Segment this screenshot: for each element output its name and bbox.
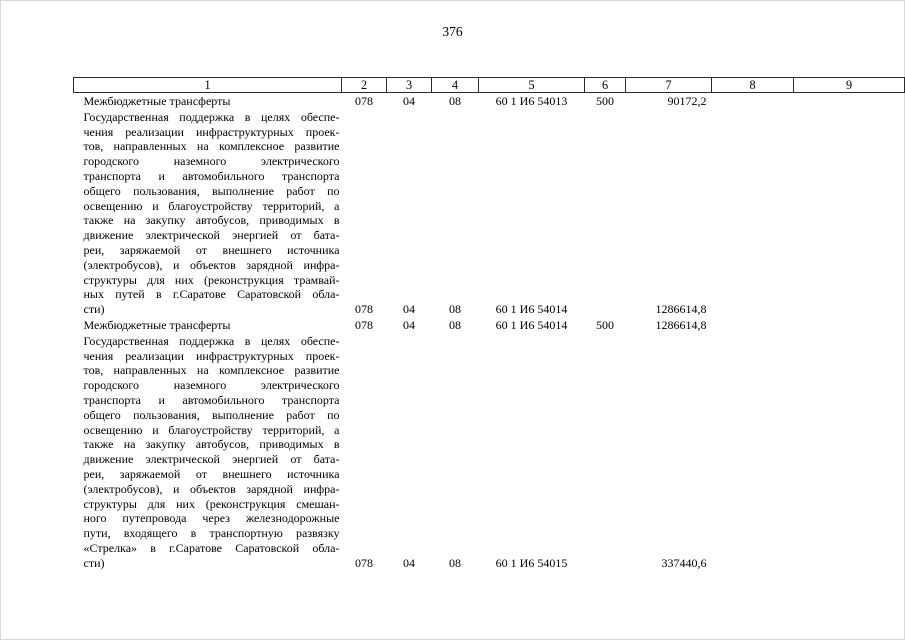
cell-section-code: 04 (403, 94, 415, 108)
table-row (74, 109, 905, 317)
cell-empty-9 (794, 333, 905, 571)
cell-empty-8 (712, 317, 794, 333)
cell-empty-8 (712, 333, 794, 571)
table-row (74, 93, 905, 109)
cell-empty-9 (794, 93, 905, 109)
header-cell-7: 7 (626, 78, 712, 93)
cell-target-article-code: 60 1 И6 54014 (495, 302, 568, 317)
table-header-row (74, 78, 905, 93)
cell-empty-8 (712, 93, 794, 109)
header-cell-3: 3 (387, 78, 432, 93)
header-cell-1: 1 (74, 78, 342, 93)
header-cell-8: 8 (712, 78, 794, 93)
cell-amount: 1286614,8 (655, 302, 707, 317)
cell-description: Межбюджетные трансферты (83, 94, 231, 108)
cell-subsection-code: 08 (449, 317, 461, 332)
header-cell-2: 2 (342, 78, 387, 93)
cell-subsection-code: 08 (449, 302, 461, 317)
cell-grbs-code: 078 (355, 555, 373, 570)
cell-expense-type-code: 500 (596, 94, 614, 108)
cell-grbs-code: 078 (355, 302, 373, 317)
cell-expense-type-code (585, 109, 626, 317)
cell-amount: 90172,2 (667, 94, 707, 108)
cell-empty-8 (712, 109, 794, 317)
cell-expense-type-code (585, 333, 626, 571)
cell-target-article-code: 60 1 И6 54013 (495, 94, 568, 108)
header-cell-9: 9 (794, 78, 905, 93)
table-row (74, 317, 905, 333)
cell-expense-type-code: 500 (596, 317, 614, 332)
cell-section-code: 04 (403, 317, 415, 332)
cell-amount: 337440,6 (661, 555, 707, 570)
cell-section-code: 04 (403, 555, 415, 570)
cell-empty-9 (794, 317, 905, 333)
cell-target-article-code: 60 1 И6 54015 (495, 555, 568, 570)
cell-description: Межбюджетные трансферты (83, 317, 231, 332)
cell-section-code: 04 (403, 302, 415, 317)
header-cell-4: 4 (432, 78, 479, 93)
table-row (74, 333, 905, 571)
cell-description: Государственная поддержка в целях обеспе- чения реализации инфраструктурных проек- тов, направленных на комплексное развитие городского наземного электрического транспорта и автомобильного транспорта общего пользования, выполнение работ по освещению и благоустройству территорий, а также на закупку автобусов, приводимых в движение электрической энергией от бата- реи, заряжаемой от внешнего источника (электробусов), и объектов зарядной инфра- структуры для них (реконструкция смешан- ного путепровода через железнодорожные пути, входящего в транспортную развязку «Стрелка» в г.Саратове Саратовской обла- сти) (83, 333, 340, 570)
cell-target-article-code: 60 1 И6 54014 (495, 317, 568, 332)
header-cell-5: 5 (479, 78, 585, 93)
budget-table (73, 77, 905, 571)
page-number: 376 (442, 24, 463, 39)
cell-subsection-code: 08 (449, 555, 461, 570)
cell-amount: 1286614,8 (655, 317, 707, 332)
cell-grbs-code: 078 (355, 317, 373, 332)
cell-empty-9 (794, 109, 905, 317)
header-cell-6: 6 (585, 78, 626, 93)
cell-grbs-code: 078 (355, 94, 373, 108)
cell-subsection-code: 08 (449, 94, 461, 108)
cell-description: Государственная поддержка в целях обеспе- чения реализации инфраструктурных проек- тов, направленных на комплексное развитие городского наземного электрического транспорта и автомобильного транспорта общего пользования, выполнение работ по освещению и благоустройству территорий, а также на закупку автобусов, приводимых в движение электрической энергией от бата- реи, заряжаемой от внешнего источника (электробусов), и объектов зарядной инфра- структуры для них (реконструкция трамвай- ных путей в г.Саратове Саратовской обла- сти) (83, 109, 340, 317)
